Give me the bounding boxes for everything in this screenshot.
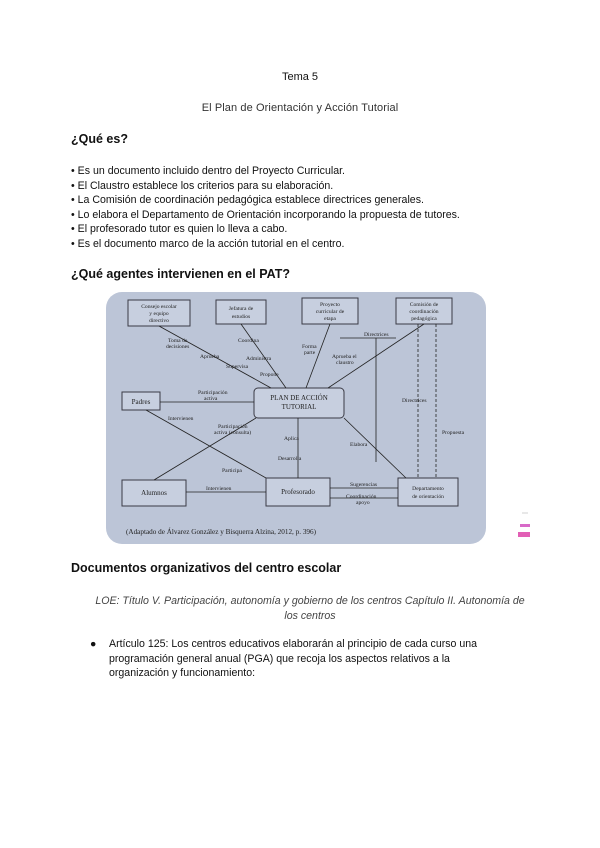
box-text: estudios [231, 314, 251, 320]
connector-line [146, 410, 266, 478]
edge-label: Directrices [364, 332, 389, 338]
edge-label: activa [204, 396, 218, 402]
edge-label: Elabora [350, 442, 368, 448]
box-text: etapa [324, 316, 336, 322]
box-text: coordinación [409, 309, 439, 315]
connector-line [344, 418, 406, 478]
box-text: TUTORIAL [281, 403, 317, 411]
pat-agents-diagram [106, 292, 486, 544]
box-text: Profesorado [281, 488, 315, 496]
edge-label: Desarrolla [278, 456, 302, 462]
edge-label: Aplica [284, 436, 299, 442]
article-line: organización y funcionamiento: [109, 667, 256, 680]
law-reference [80, 594, 540, 623]
box-text: de orientación [412, 494, 444, 500]
edge-label: Intervienen [206, 486, 232, 492]
box-text: directivo [149, 318, 169, 324]
list-item: • La Comisión de coordinación pedagógica establece directrices generales. [71, 193, 460, 208]
list-item: • El profesorado tutor es quien lo lleva a cabo. [71, 222, 460, 237]
section-heading-what-is: ¿Qué es? [71, 132, 128, 146]
box-text: pedagógica [411, 316, 437, 322]
edge-label: Propone [260, 372, 279, 378]
edge-label: Coordina [238, 338, 259, 344]
article-line: programación general anual (PGA) que recoja los aspectos relativos a la [109, 652, 450, 665]
edge-label: Participación [198, 390, 228, 396]
definition-list [71, 164, 460, 252]
box-text: Alumnos [141, 489, 167, 497]
box-text: Departamento [412, 486, 444, 492]
connector-line [306, 324, 330, 388]
bullet-icon: ● [90, 638, 97, 650]
box-text: Comisión de [409, 302, 439, 308]
article-text [90, 637, 510, 681]
diagram-svg [106, 292, 486, 544]
edge-label: Aprueba [200, 354, 220, 360]
list-item: • Lo elabora el Departamento de Orientación incorporando la propuesta de tutores. [71, 208, 460, 223]
box-text: Consejo escolar [141, 304, 177, 310]
edge-label: Aprueba el [332, 354, 357, 360]
box-text: y equipo [149, 311, 169, 317]
edge-label: Intervienen [168, 416, 194, 422]
edge-label: Coordinación [346, 494, 377, 500]
section-heading-documents: Documentos organizativos del centro escolar [71, 561, 342, 575]
edge-label: apoyo [356, 500, 370, 506]
edge-label: activa (consulta) [214, 430, 252, 436]
article-item [90, 637, 510, 681]
article-line: Artículo 125: Los centros educativos elaborarán al principio de cada curso una [109, 638, 478, 650]
edge-label: Administra [246, 356, 272, 362]
section-heading-agents: ¿Qué agentes intervienen en el PAT? [71, 267, 291, 281]
edge-label: parte [304, 350, 316, 356]
law-line: los centros [284, 609, 336, 622]
box-departamento [398, 478, 458, 506]
law-line: LOE: Título V. Participación, autonomía y gobierno de los centros Capítulo II. Autonomía de [95, 595, 525, 607]
box-text: curricular de [315, 309, 345, 315]
edge-label: Supervisa [226, 364, 249, 370]
edge-label: Propuesta [442, 430, 465, 436]
edge-label: claustro [336, 360, 354, 366]
box-jefatura [216, 300, 266, 324]
edge-label: Participación [218, 424, 248, 430]
document-subtitle: El Plan de Orientación y Acción Tutorial [201, 102, 399, 114]
edge-label: Participa [222, 468, 242, 474]
list-item: • Es un documento incluido dentro del Proyecto Curricular. [71, 164, 460, 179]
decorative-mark-icon [518, 512, 530, 538]
edge-label: Sugerencias [350, 482, 378, 488]
edge-label: Forma [302, 344, 317, 350]
box-text: Proyecto [320, 302, 340, 308]
topic-title: Tema 5 [281, 71, 319, 83]
box-text: Padres [131, 398, 151, 406]
edge-label: Toma de [168, 338, 188, 344]
box-text: PLAN DE ACCIÓN [270, 394, 328, 402]
diagram-caption: (Adaptado de Álvarez González y Bisquerra Alzina, 2012, p. 396) [126, 528, 317, 536]
edge-label: Directrices [402, 398, 427, 404]
list-item: • El Claustro establece los criterios para su elaboración. [71, 179, 460, 194]
edge-label: decisiones [166, 344, 190, 350]
box-text: Jefatura de [228, 306, 254, 312]
list-item: • Es el documento marco de la acción tutorial en el centro. [71, 237, 460, 252]
